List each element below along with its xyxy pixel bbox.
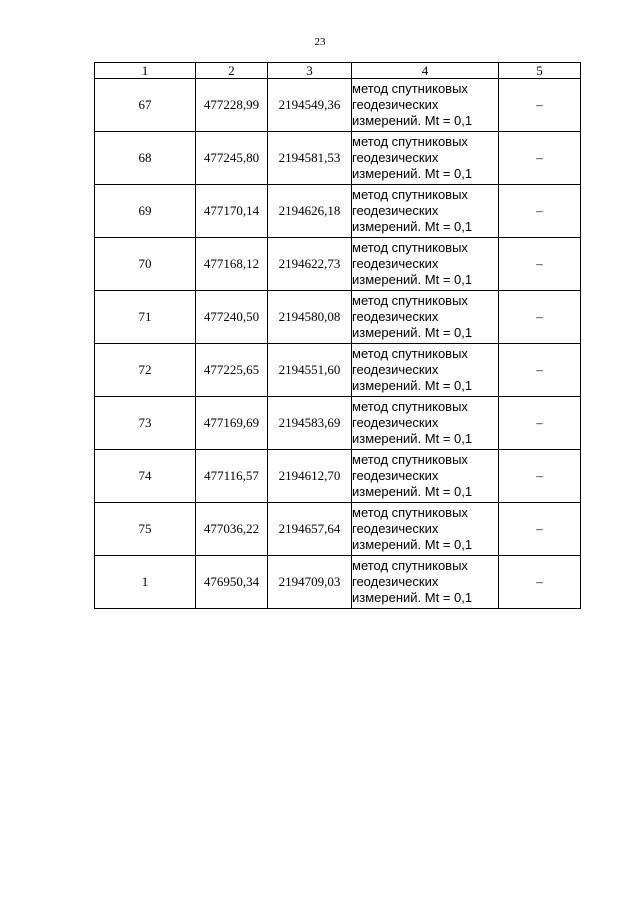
method-text-line: измерений. Mt = 0,1 xyxy=(352,166,473,181)
y-coordinate-cell: 2194549,36 xyxy=(268,79,352,132)
point-number-cell: 1 xyxy=(95,556,196,609)
method-text-line: измерений. Mt = 0,1 xyxy=(352,378,473,393)
method-text-line: метод спутниковых xyxy=(352,240,468,255)
note-cell: – xyxy=(499,185,581,238)
method-text-line: метод спутниковых xyxy=(352,452,468,467)
x-coordinate-cell: 477225,65 xyxy=(196,344,268,397)
method-cell xyxy=(352,238,499,291)
y-coordinate-cell: 2194551,60 xyxy=(268,344,352,397)
table-row xyxy=(95,450,581,503)
y-coordinate-cell: 2194583,69 xyxy=(268,397,352,450)
method-text-line: геодезических xyxy=(352,415,439,430)
note-cell: – xyxy=(499,344,581,397)
point-number-cell: 69 xyxy=(95,185,196,238)
x-coordinate-cell: 477170,14 xyxy=(196,185,268,238)
method-text-line: метод спутниковых xyxy=(352,134,468,149)
method-text-line: измерений. Mt = 0,1 xyxy=(352,272,473,287)
table-row xyxy=(95,238,581,291)
y-coordinate-cell: 2194612,70 xyxy=(268,450,352,503)
note-cell: – xyxy=(499,238,581,291)
method-text-line: измерений. Mt = 0,1 xyxy=(352,590,473,605)
table-row xyxy=(95,291,581,344)
method-text-line: измерений. Mt = 0,1 xyxy=(352,431,473,446)
method-text-line: геодезических xyxy=(352,150,439,165)
table-row xyxy=(95,556,581,609)
method-text-line: геодезических xyxy=(352,468,439,483)
method-cell xyxy=(352,556,499,609)
method-text-line: геодезических xyxy=(352,97,439,112)
method-text-line: измерений. Mt = 0,1 xyxy=(352,537,473,552)
table-row xyxy=(95,397,581,450)
method-text-line: метод спутниковых xyxy=(352,399,468,414)
y-coordinate-cell: 2194622,73 xyxy=(268,238,352,291)
x-coordinate-cell: 477228,99 xyxy=(196,79,268,132)
column-header-4: 4 xyxy=(352,63,499,79)
method-cell xyxy=(352,291,499,344)
point-number-cell: 74 xyxy=(95,450,196,503)
y-coordinate-cell: 2194657,64 xyxy=(268,503,352,556)
point-number-cell: 67 xyxy=(95,79,196,132)
point-number-cell: 70 xyxy=(95,238,196,291)
method-text-line: измерений. Mt = 0,1 xyxy=(352,219,473,234)
point-number-cell: 75 xyxy=(95,503,196,556)
y-coordinate-cell: 2194580,08 xyxy=(268,291,352,344)
point-number-cell: 71 xyxy=(95,291,196,344)
method-text-line: геодезических xyxy=(352,521,439,536)
method-cell xyxy=(352,397,499,450)
method-text-line: метод спутниковых xyxy=(352,346,468,361)
x-coordinate-cell: 477169,69 xyxy=(196,397,268,450)
point-number-cell: 72 xyxy=(95,344,196,397)
note-cell: – xyxy=(499,450,581,503)
table-row xyxy=(95,503,581,556)
note-cell: – xyxy=(499,79,581,132)
table-row xyxy=(95,185,581,238)
x-coordinate-cell: 477036,22 xyxy=(196,503,268,556)
column-header-2: 2 xyxy=(196,63,268,79)
table-row xyxy=(95,132,581,185)
method-text-line: измерений. Mt = 0,1 xyxy=(352,113,473,128)
method-text-line: метод спутниковых xyxy=(352,293,468,308)
method-cell xyxy=(352,344,499,397)
y-coordinate-cell: 2194581,53 xyxy=(268,132,352,185)
method-cell xyxy=(352,503,499,556)
point-number-cell: 73 xyxy=(95,397,196,450)
note-cell: – xyxy=(499,132,581,185)
column-header-3: 3 xyxy=(268,63,352,79)
method-text-line: измерений. Mt = 0,1 xyxy=(352,325,473,340)
y-coordinate-cell: 2194709,03 xyxy=(268,556,352,609)
note-cell: – xyxy=(499,503,581,556)
x-coordinate-cell: 477245,80 xyxy=(196,132,268,185)
point-number-cell: 68 xyxy=(95,132,196,185)
table-row xyxy=(95,344,581,397)
note-cell: – xyxy=(499,397,581,450)
method-cell xyxy=(352,185,499,238)
y-coordinate-cell: 2194626,18 xyxy=(268,185,352,238)
column-header-1: 1 xyxy=(95,63,196,79)
x-coordinate-cell: 477240,50 xyxy=(196,291,268,344)
method-cell xyxy=(352,132,499,185)
method-text-line: геодезических xyxy=(352,309,439,324)
table-body xyxy=(95,79,581,609)
method-cell xyxy=(352,79,499,132)
method-text-line: геодезических xyxy=(352,362,439,377)
method-text-line: геодезических xyxy=(352,574,439,589)
table-header-row xyxy=(95,63,581,79)
method-text-line: геодезических xyxy=(352,203,439,218)
x-coordinate-cell: 477168,12 xyxy=(196,238,268,291)
table-row xyxy=(95,79,581,132)
method-text-line: геодезических xyxy=(352,256,439,271)
method-text-line: метод спутниковых xyxy=(352,558,468,573)
method-cell xyxy=(352,450,499,503)
page-number: 23 xyxy=(314,36,326,48)
method-text-line: метод спутниковых xyxy=(352,505,468,520)
note-cell: – xyxy=(499,556,581,609)
note-cell: – xyxy=(499,291,581,344)
method-text-line: метод спутниковых xyxy=(352,187,468,202)
method-text-line: измерений. Mt = 0,1 xyxy=(352,484,473,499)
column-header-5: 5 xyxy=(499,63,581,79)
x-coordinate-cell: 476950,34 xyxy=(196,556,268,609)
coordinates-table xyxy=(94,62,581,609)
x-coordinate-cell: 477116,57 xyxy=(196,450,268,503)
method-text-line: метод спутниковых xyxy=(352,81,468,96)
